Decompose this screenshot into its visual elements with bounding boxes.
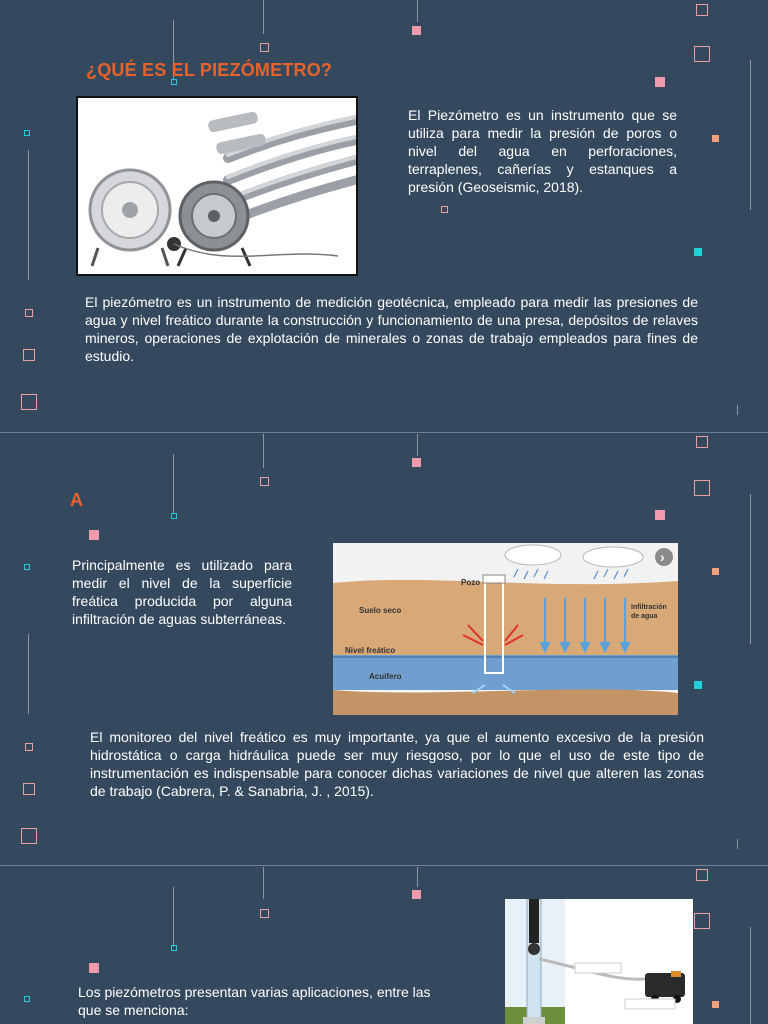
decorative-line xyxy=(737,839,738,849)
decorative-square xyxy=(412,458,421,467)
decorative-square xyxy=(694,248,702,256)
decorative-square xyxy=(712,1001,719,1008)
decorative-square xyxy=(696,436,708,448)
decorative-line xyxy=(263,867,264,899)
decorative-line xyxy=(173,887,174,947)
decorative-square xyxy=(412,26,421,35)
decorative-square xyxy=(655,77,665,87)
water-table-illustration xyxy=(333,543,678,715)
section-title: A xyxy=(70,490,84,510)
decorative-square xyxy=(24,564,30,570)
decorative-square xyxy=(696,869,708,881)
slide-3 xyxy=(0,867,768,1024)
monitoring-paragraph: El monitoreo del nivel freático es muy importante, ya que el aumento excesivo de la presión hidrostática o carga hidráulica puede ser muy riesgoso, por lo que el uso de este tipo de instrumentación es indispensable para conocer dichas variaciones de nivel que alteren las zonas de trabajo (Cabrera, P. & Sanabria, J. , 2015). xyxy=(90,729,704,799)
decorative-square xyxy=(24,130,30,136)
decorative-square xyxy=(25,309,33,317)
decorative-square xyxy=(171,513,177,519)
decorative-line xyxy=(263,434,264,468)
decorative-line xyxy=(417,867,418,887)
decorative-square xyxy=(25,743,33,751)
decorative-square xyxy=(89,530,99,540)
decorative-square xyxy=(23,349,35,361)
water-table-diagram xyxy=(333,543,678,715)
decorative-square xyxy=(441,206,448,213)
slide-title: ¿QUÉ ES EL PIEZÓMETRO? xyxy=(86,60,333,80)
decorative-square xyxy=(694,480,710,496)
slide-2 xyxy=(0,434,768,866)
decorative-square xyxy=(694,913,710,929)
decorative-square xyxy=(412,890,421,899)
decorative-line xyxy=(750,494,751,644)
decorative-line xyxy=(28,150,29,280)
piezometer-pump-illustration xyxy=(505,899,693,1024)
decorative-square xyxy=(89,963,99,973)
decorative-line xyxy=(417,0,418,22)
diagram-label-infiltracion-line2: de agua xyxy=(631,613,658,620)
decorative-square xyxy=(260,43,269,52)
decorative-square xyxy=(260,909,269,918)
decorative-square xyxy=(694,681,702,689)
intro-paragraph: El Piezómetro es un instrumento que se utiliza para medir la presión de poros o nivel del agua en perforaciones, terraplenes, cañerías y estanques a presión (Geoseismic, 2018). xyxy=(408,107,677,195)
diagram-label-nivel: Nivel freático xyxy=(345,646,396,655)
piezometer-pump-photo xyxy=(505,899,693,1024)
next-arrow-icon[interactable]: › xyxy=(660,549,665,565)
decorative-square xyxy=(696,4,708,16)
definition-paragraph: El piezómetro es un instrumento de medición geotécnica, empleado para medir las presiones de agua y nivel freático durante la construcción y funcionamiento de una presa, depósitos de relaves mineros, operaciones de explotación de minerales o zonas de trabajo empleados para fines de estudio. xyxy=(85,294,698,364)
diagram-label-acuifero: Acuífero xyxy=(369,672,402,681)
decorative-line xyxy=(417,434,418,456)
decorative-square xyxy=(260,477,269,486)
diagram-label-infiltracion-text: Infiltración xyxy=(631,604,667,611)
decorative-square xyxy=(171,945,177,951)
decorative-square xyxy=(694,46,710,62)
decorative-square xyxy=(655,510,665,520)
slide-divider xyxy=(0,865,768,866)
diagram-label-pozo: Pozo xyxy=(461,578,481,587)
decorative-line xyxy=(173,454,174,514)
slide-divider xyxy=(0,432,768,433)
diagram-label-suelo: Suelo seco xyxy=(359,606,402,615)
piezometer-photo xyxy=(76,96,358,276)
usage-paragraph: Principalmente es utilizado para medir el nivel de la superficie freática producida por alguna infiltración de aguas subterráneas. xyxy=(72,557,292,627)
decorative-line xyxy=(750,60,751,210)
decorative-square xyxy=(712,135,719,142)
decorative-square xyxy=(24,996,30,1002)
decorative-square xyxy=(712,568,719,575)
decorative-square xyxy=(21,394,37,410)
decorative-square xyxy=(23,783,35,795)
slide-1 xyxy=(0,0,768,432)
decorative-square xyxy=(21,828,37,844)
decorative-line xyxy=(28,634,29,714)
applications-paragraph: Los piezómetros presentan varias aplicaciones, entre las que se menciona: xyxy=(78,984,431,1018)
piezometer-illustration xyxy=(78,98,356,274)
decorative-line xyxy=(750,927,751,1024)
decorative-line xyxy=(263,0,264,34)
decorative-line xyxy=(737,405,738,415)
